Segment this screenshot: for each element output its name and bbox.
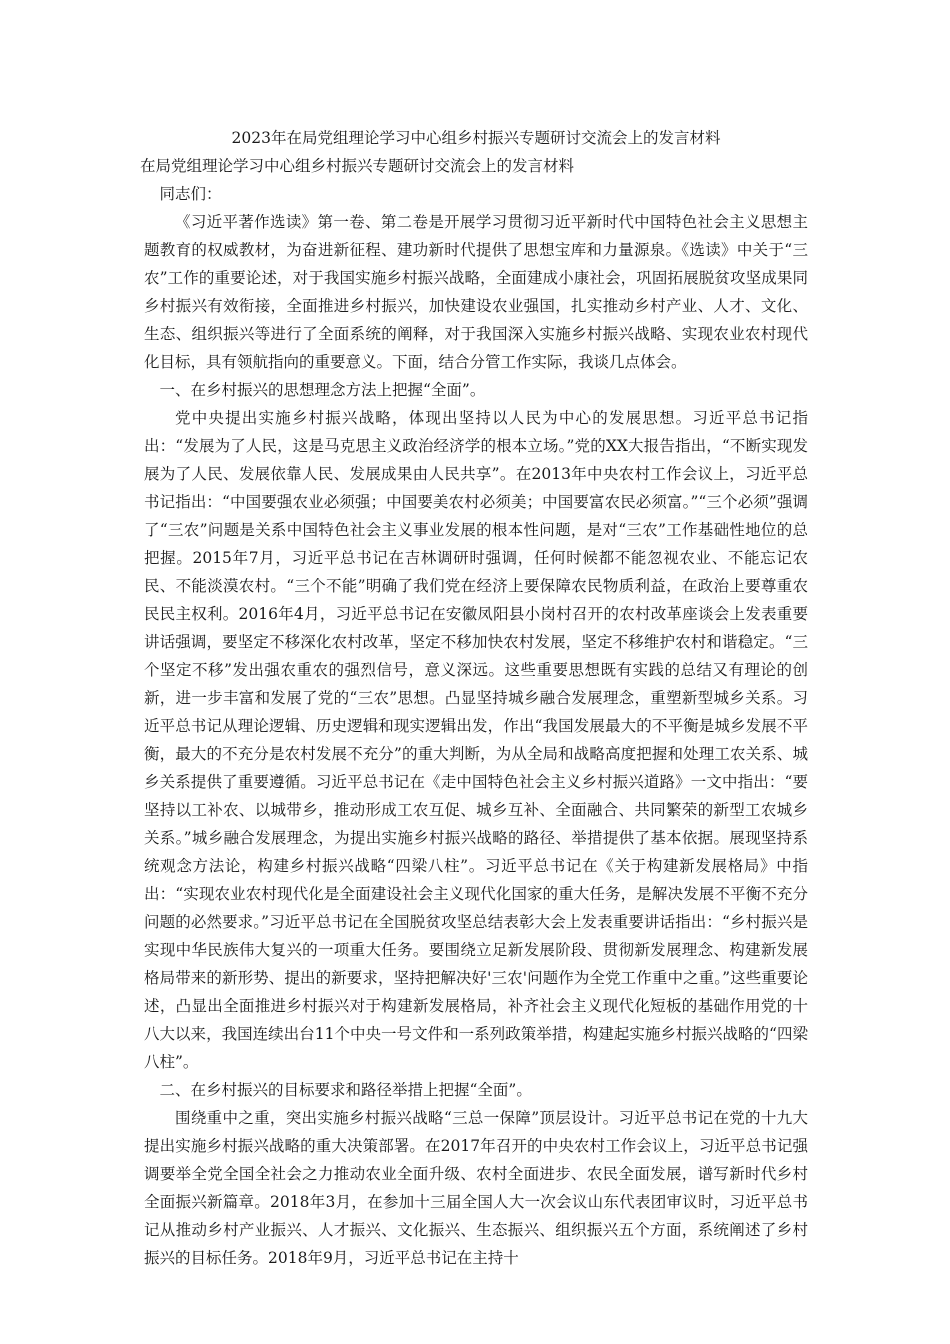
section-2-heading: 二、在乡村振兴的目标要求和路径举措上把握“全面”。: [159, 1081, 532, 1099]
section-1-heading: 一、在乡村振兴的思想理念方法上把握“全面”。: [159, 381, 486, 399]
section-1-body: 党中央提出实施乡村振兴战略，体现出坚持以人民为中心的发展思想。习近平总书记指出：“发展为了人民，这是马克思主义政治经济学的根本立场。”党的XX大报告指出，“不断实现发展为了人民、发展依靠人民、发展成果由人民共享”。在2013年中央农村工作会议上，习近平总书记指出：“中国要强农业必须强；中国要美农村必须美；中国要富农民必须富。”“三个必须”强调了“三农”问题是关系中国特色社会主义事业发展的根本性问题，是对“三农”工作基础性地位的总把握。2015年7月，习近平总书记在吉林调研时强调，任何时候都不能忽视农业、不能忘记农民、不能淡漠农村。“三个不能”明确了我们党在经济上要保障农民物质利益，在政治上要尊重农民民主权利。2016年4月，习近平总书记在安徽凤阳县小岗村召开的农村改革座谈会上发表重要讲话强调，要坚定不移深化农村改革，坚定不移加快农村发展，坚定不移维护农村和谐稳定。“三个坚定不移”发出强农重农的强烈信号，意义深远。这些重要思想既有实践的总结又有理论的创新，进一步丰富和发展了党的“三农”思想。凸显坚持城乡融合发展理念，重塑新型城乡关系。习近平总书记从理论逻辑、历史逻辑和现实逻辑出发，作出“我国发展最大的不平衡是城乡发展不平衡，最大的不充分是农村发展不充分”的重大判断，为从全局和战略高度把握和处理工农关系、城乡关系提供了重要遵循。习近平总书记在《走中国特色社会主义乡村振兴道路》一文中指出：“要坚持以工补农、以城带乡，推动形成工农互促、城乡互补、全面融合、共同繁荣的新型工农城乡关系。”城乡融合发展理念，为提出实施乡村振兴战略的路径、举措提供了基本依据。展现坚持系统观念方法论，构建乡村振兴战略“四梁八柱”。习近平总书记在《关于构建新发展格局》中指出：“实现农业农村现代化是全面建设社会主义现代化国家的重大任务，是解决发展不平衡不充分问题的必然要求。”习近平总书记在全国脱贫攻坚总结表彰大会上发表重要讲话指出：“乡村振兴是实现中华民族伟大复兴的一项重大任务。要围绕立足新发展阶段、贯彻新发展理念、构建新发展格局带来的新形势、提出的新要求，坚持把解决好'三农'问题作为全党工作重中之重。”这些重要论述，凸显出全面推进乡村振兴对于构建新发展格局，补齐社会主义现代化短板的基础作用党的十八大以来，我国连续出台11个中央一号文件和一系列政策举措，构建起实施乡村振兴战略的“四梁八柱”。: [144, 409, 808, 1071]
document-page: [140, 124, 808, 1272]
greeting: 同志们：: [159, 185, 222, 203]
document-subtitle: 在局党组理论学习中心组乡村振兴专题研讨交流会上的发言材料: [140, 157, 575, 175]
document-title: 2023年在局党组理论学习中心组乡村振兴专题研讨交流会上的发言材料: [231, 129, 721, 147]
section-2-body: 围绕重中之重，突出实施乡村振兴战略“三总一保障”顶层设计。习近平总书记在党的十九大提出实施乡村振兴战略的重大决策部署。在2017年召开的中央农村工作会议上，习近平总书记强调要举全党全国全社会之力推动农业全面升级、农村全面进步、农民全面发展，谱写新时代乡村全面振兴新篇章。2018年3月，在参加十三届全国人大一次会议山东代表团审议时，习近平总书记从推动乡村产业振兴、人才振兴、文化振兴、生态振兴、组织振兴五个方面，系统阐述了乡村振兴的目标任务。2018年9月，习近平总书记在主持十: [144, 1109, 808, 1267]
intro-paragraph: 《习近平著作选读》第一卷、第二卷是开展学习贯彻习近平新时代中国特色社会主义思想主题教育的权威教材，为奋进新征程、建功新时代提供了思想宝库和力量源泉。《选读》中关于“三农”工作的重要论述，对于我国实施乡村振兴战略，全面建成小康社会，巩固拓展脱贫攻坚成果同乡村振兴有效衔接，全面推进乡村振兴，加快建设农业强国，扎实推动乡村产业、人才、文化、生态、组织振兴等进行了全面系统的阐释，对于我国深入实施乡村振兴战略、实现农业农村现代化目标，具有领航指向的重要意义。下面，结合分管工作实际，我谈几点体会。: [144, 213, 808, 371]
